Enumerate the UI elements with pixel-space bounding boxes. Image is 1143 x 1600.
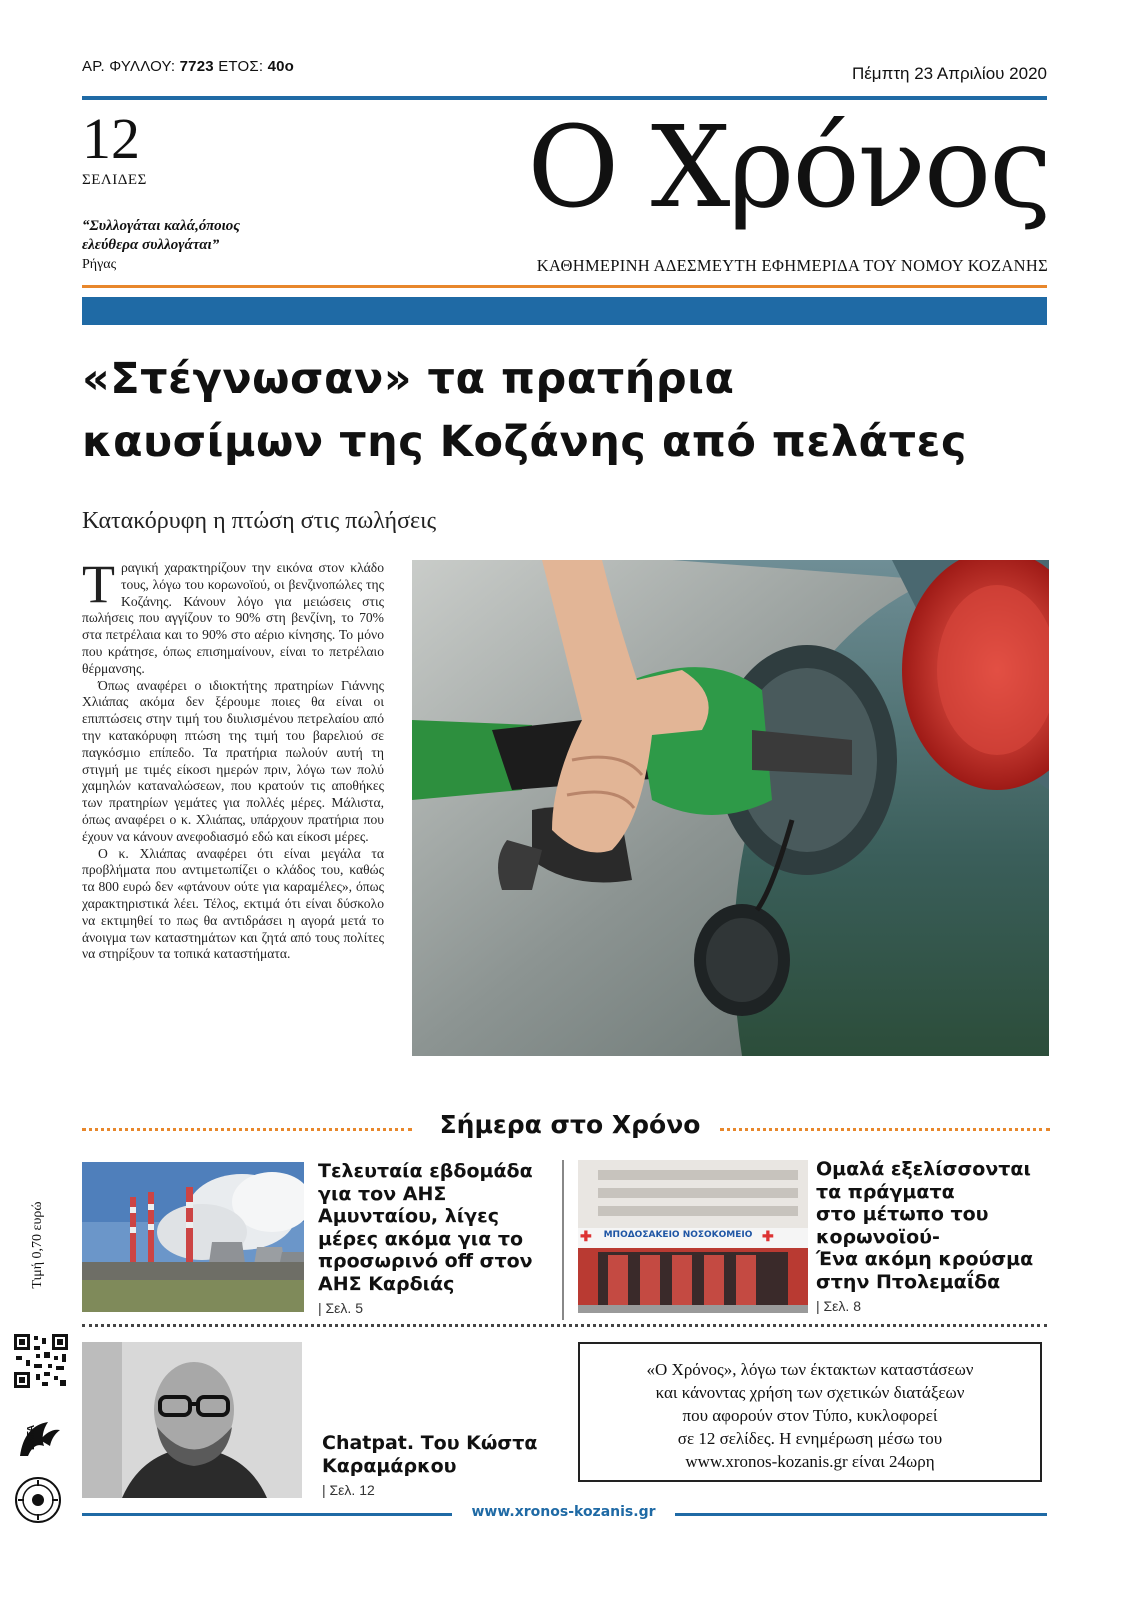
power-plant-illustration [82,1162,304,1312]
story-thumb-power-plant[interactable] [82,1162,304,1312]
article-paragraph: Τραγική χαρακτηρίζουν την εικόνα στον κλάδο τους, λόγω του κορωνοϊού, οι βενζινοπώλες της Κοζάνης. Κάνουν λόγο για μειώσεις στις πωλήσεις που αγγίζουν το 90% στη βενζίνη, το 70% στα πετρέλαια και το 90% στο αέριο κίνησης. Το μόνο που κράτησε, όπως επισημαίνουν, είναι το πετρέλαιο θέρμανσης. [82,554,384,676]
story-page-ref-5[interactable]: | Σελ. 5 [318,1300,363,1316]
dropcap: Τ [82,554,115,614]
story-headline-covid[interactable]: Ομαλά εξελίσσονται τα πράγματα στο μέτωπο του κορωνοϊού- Ένα ακόμη κρούσμα στην Πτολεμαΐδα [816,1158,1034,1293]
footer-rule-left [82,1513,452,1516]
story-thumb-hospital[interactable] [578,1160,808,1313]
elta-label: ΕΛΤΑ [26,1424,37,1450]
lead-photo-fuel-nozzle[interactable] [412,560,1049,1056]
masthead-logo: Ο Χρόνος [527,103,1050,233]
footer-rule-right [675,1513,1047,1516]
motto-quote: “Συλλογάται καλά,όποιος ελεύθερα συλλογάται” [82,218,240,253]
footer-website-link[interactable]: www.xronos-kozanis.gr [471,1504,656,1520]
lead-article-body [82,554,384,963]
story-headline-power-plant[interactable]: Τελευταία εβδομάδα για τον ΑΗΣ Αμυνταίου, λίγες μέρες ακόμα για το προσωρινό off στον ΑΗΣ Καρδιάς [318,1160,533,1295]
price-label: Τιμή 0,70 ευρώ [30,1201,45,1289]
circular-seal-icon [14,1476,62,1524]
story-page-ref-8[interactable]: | Σελ. 8 [816,1298,861,1314]
story-vertical-separator [562,1160,564,1320]
story-thumb-columnist-portrait[interactable] [82,1342,302,1498]
motto-author: Ρήγας [82,257,117,272]
section-divider-right [720,1128,1050,1131]
issue-date: Πέμπτη 23 Απριλίου 2020 [851,64,1047,83]
masthead-tagline: ΚΑΘΗΜΕΡΙΝΗ ΑΔΕΣΜΕΥΤΗ ΕΦΗΜΕΡΙΔΑ ΤΟΥ ΝΟΜΟΥ ΚΟΖΑΝΗΣ [536,256,1048,275]
year-value: 40ο [267,58,295,75]
qr-code-icon[interactable] [12,1332,70,1390]
lead-subhead: Κατακόρυφη η πτώση στις πωλήσεις [82,508,437,534]
issue-info: ΑΡ. ΦΥΛΛΟΥ: 7723 ΕΤΟΣ: 40ο [82,58,295,75]
today-section-title: Σήμερα στο Χρόνο [439,1110,701,1139]
columnist-portrait-illustration [82,1342,302,1498]
pages-number: 12 [82,106,140,171]
red-cross-icon: ✚ [580,1228,592,1244]
hospital-sign: ΜΠΟΔΟΣΑΚΕΙΟ ΝΟΣΟΚΟΜΕΙΟ [603,1230,753,1240]
fuel-nozzle-illustration [412,560,1049,1056]
article-paragraph: Ο κ. Χλιάπας αναφέρει ότι είναι μεγάλα τα προβλήματα που αντιμετωπίζει ο κλάδος του, καθώς τα 800 ευρώ δεν «φτάνουν ούτε για καραμέλες», όπως χαρακτηριστικά λέει. Τέλος, εκτιμά ότι είναι δύσκολο να εκτιμηθεί το πως θα αντιδράσει η αγορά μετά το άνοιγμα των καταστημάτων και ζητά από τους πολίτες να στηρίξουν τα τοπικά καταστήματα. [82,845,384,962]
pages-label: ΣΕΛΙΔΕΣ [82,172,147,188]
story-page-ref-12[interactable]: | Σελ. 12 [322,1482,375,1498]
story-headline-chatpat[interactable]: Chatpat. Του Κώστα Καραμάρκου [322,1432,538,1477]
article-paragraph: Όπως αναφέρει ο ιδιοκτήτης πρατηρίων Γιάννης Χλιάπας ακόμα δεν ξέρουμε ποιες θα είναι οι επιπτώσεις στην τιμή του διυλισμένου πετρελαίου από την κατακόρυφη πτώση της τιμή του βαρελιού σε παγκόσμιο επίπεδο. Τα πρατήρια πωλούν αυτή τη στιγμή με τιμές είκοσι ημερών πριν, λόγω των πολύ χαμηλών καταναλώσεων, που κρατούν τις αποθήκες των πρατηρίων γεμάτες για πολλές μέρες. Μάλιστα, όπως αναφέρει ο κ. Χλιάπας, υπάρχουν πρατήρια που έχουν να κάνουν ανεφοδιασμό εδώ και είκοσι μέρες. [82,677,384,844]
issue-number: 7723 [179,58,214,75]
red-cross-icon: ✚ [762,1228,774,1244]
print-notice-box: «Ο Χρόνος», λόγω των έκτακτων καταστάσεων και κάνοντας χρήση των σχετικών διατάξεων που αφορούν στον Τύπο, κυκλοφορεί σε 12 σελίδες. Η ενημέρωση μέσω του www.xronos-kozanis.gr είναι 24ωρη [578,1342,1042,1482]
elta-logo-icon [14,1416,64,1464]
orange-rule [82,285,1047,288]
lead-headline[interactable]: «Στέγνωσαν» τα πρατήρια καυσίμων της Κοζάνης από πελάτες [82,354,967,467]
section-divider-left [82,1128,412,1131]
stories-divider [82,1324,1047,1327]
blue-band [82,297,1047,325]
